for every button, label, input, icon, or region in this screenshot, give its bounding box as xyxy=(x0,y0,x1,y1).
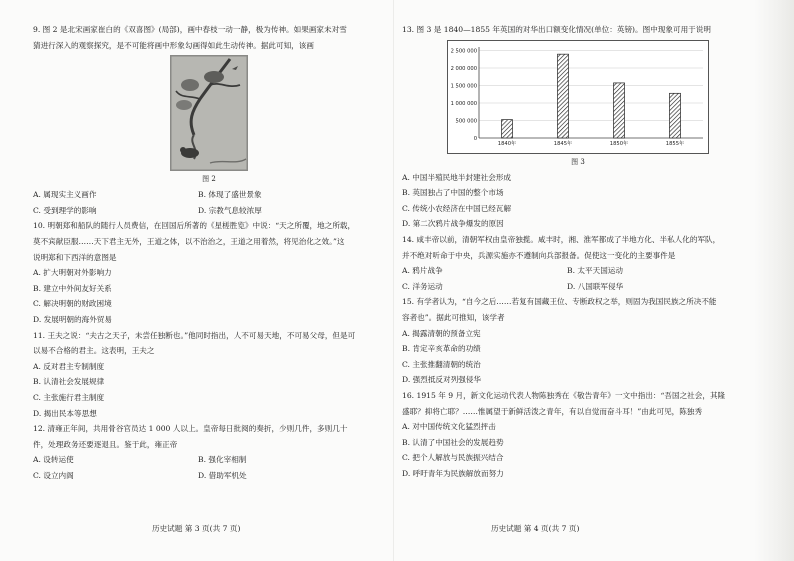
question-10-stem-line-3: 说明郑和下西洋的意图是 xyxy=(33,252,117,262)
option-c: C. 解决明朝的财政困境 xyxy=(33,299,112,309)
figure-2-painting xyxy=(170,55,248,171)
y-tick-label: 0 xyxy=(473,135,477,142)
question-11-stem-line-2: 以易不合格的君主。这表明，王夫之 xyxy=(33,346,155,356)
option-c: C. 受到理学的影响 xyxy=(33,205,97,215)
option-c: C. 主张施行君主制度 xyxy=(33,392,105,402)
x-tick-label: 1850年 xyxy=(609,140,629,147)
question-16 xyxy=(402,388,754,482)
question-10-stem-line-1: 10. 明朝郑和船队的随行人员费信，在回国后所著的《星槎胜览》中说：“天之所覆，地之所载， xyxy=(33,221,356,231)
question-11 xyxy=(33,328,385,422)
question-9-stem-line-2: 猜进行深入的观察探究，是不可能将画中形象勾画得如此生动传神。据此可知，该画 xyxy=(33,40,314,50)
question-16-options xyxy=(402,419,754,481)
question-11-options xyxy=(33,359,385,421)
page-3 xyxy=(33,22,385,483)
y-tick-label: 2 000 000 xyxy=(450,65,477,72)
question-13-stem-line-1: 13. 图 3 是 1840—1855 年英国的对华出口额变化情况(单位：英镑)。图中现象可用于说明 xyxy=(402,25,711,34)
question-12-options xyxy=(33,452,385,483)
question-15-stem-line-2: 容者也”。据此可推知，该学者 xyxy=(402,312,505,322)
option-d: D. 八国联军侵华 xyxy=(567,281,624,291)
question-13-options xyxy=(402,170,754,232)
question-14-stem-line-2: 并不绝对听命于中央，兵源实施亦不遵制向兵部报备。促使这一变化的主要事件是 xyxy=(402,250,676,260)
page-4 xyxy=(402,22,754,481)
question-9-stem-line-1: 9. 图 2 是北宋画家崔白的《双喜图》(局部)，画中春枝一动一静，极为传神。如果画家未对雪 xyxy=(33,25,347,34)
option-c: C. 传统小农经济在中国已经瓦解 xyxy=(402,203,512,213)
y-tick-label: 2 500 000 xyxy=(450,48,477,55)
option-b: B. 认清了中国社会的发展趋势 xyxy=(402,437,504,447)
option-a: A. 鸦片战争 xyxy=(402,266,443,276)
bar-1840年 xyxy=(502,119,513,137)
figure-3-caption: 图 3 xyxy=(571,157,585,166)
option-c: C. 主张推翻清朝的统治 xyxy=(402,359,481,369)
question-14-stem-line-1: 14. 咸丰帝以前，清朝军权由皇帝独揽。咸丰时，湘、淮军都成了半地方化、半私人化的军队， xyxy=(402,234,721,244)
page-3-footer: 历史试题 第 3 页(共 7 页) xyxy=(152,524,241,533)
option-d: D. 强烈抵反对列强侵华 xyxy=(402,375,481,385)
bar-1850年 xyxy=(614,83,625,138)
question-15-options xyxy=(402,326,754,388)
option-d: D. 发展明朝的海外贸易 xyxy=(33,314,112,324)
option-b: B. 英国独占了中国的整个市场 xyxy=(402,188,504,198)
y-tick-label: 500 000 xyxy=(455,118,477,125)
question-12-stem-line-2: 件，处理政务还要逐退且。鉴于此，雍正帝 xyxy=(33,439,178,449)
option-d: D. 揭出民本等思想 xyxy=(33,408,97,418)
option-b: B. 建立中外间友好关系 xyxy=(33,283,112,293)
option-a: A. 扩大明朝对外影响力 xyxy=(33,268,112,278)
question-10 xyxy=(33,218,385,327)
question-15 xyxy=(402,294,754,388)
question-12 xyxy=(33,421,385,483)
question-15-stem-line-1: 15. 有学者认为，“自今之后……若复有国藏王位、专断政权之举，则固为我国民族之所决不能 xyxy=(402,297,717,307)
question-16-stem-line-2: 盛耶？抑将亡耶？……惟属望于新鲜活泼之青年，有以自觉而奋斗耳！”由此可见，陈独秀 xyxy=(402,406,703,416)
bar-1855年 xyxy=(670,93,681,138)
option-b: B. 强化宰相制 xyxy=(198,455,247,465)
x-tick-label: 1845年 xyxy=(553,140,573,147)
question-10-options xyxy=(33,265,385,327)
option-a: A. 中国半殖民地半封建社会形成 xyxy=(402,172,512,182)
option-c: C. 洋务运动 xyxy=(402,281,443,291)
scanner-edge-shadow xyxy=(754,0,794,561)
option-a: A. 反对君主专制制度 xyxy=(33,361,105,371)
page-fold xyxy=(393,0,394,561)
figure-2-caption: 图 2 xyxy=(202,175,216,184)
question-13 xyxy=(402,22,754,232)
question-11-stem-line-1: 11. 王夫之说：“夫古之天子，未尝任独断也。”他同时指出，人不可易天地，不可易父母，但是可 xyxy=(33,330,356,340)
option-d: D. 呼吁青年为民族解放而努力 xyxy=(402,468,504,478)
option-d: D. 宗教气息较浓厚 xyxy=(198,205,262,215)
question-14-options xyxy=(402,263,754,294)
y-tick-label: 1 500 000 xyxy=(450,83,477,90)
option-c: C. 把个人解放与民族振兴结合 xyxy=(402,453,504,463)
option-d: D. 借助军机处 xyxy=(198,470,247,480)
x-tick-label: 1855年 xyxy=(665,140,685,147)
figure-3-bar-chart xyxy=(447,40,709,154)
question-10-stem-line-2: 莫不宾献臣服……天下君主无外，王道之体，以不治治之，王道之用着然，将见治化之效。”这 xyxy=(33,236,345,246)
option-a: A. 对中国传统文化猛烈抨击 xyxy=(402,422,496,432)
question-14 xyxy=(402,232,754,294)
option-b: B. 认清社会发展规律 xyxy=(33,377,105,387)
question-9-options xyxy=(33,187,385,218)
option-d: D. 第二次鸦片战争爆发的原因 xyxy=(402,219,504,229)
y-tick-label: 1 000 000 xyxy=(450,100,477,107)
option-a: A. 属现实主义画作 xyxy=(33,190,97,200)
option-b: B. 肯定辛亥革命的功绩 xyxy=(402,344,481,354)
option-a: A. 揭露清朝的预备立宪 xyxy=(402,328,481,338)
question-9 xyxy=(33,22,385,218)
question-16-stem-line-1: 16. 1915 年 9 月，新文化运动代表人物陈独秀在《敬告青年》一文中指出：“吾国之社会，其隆 xyxy=(402,390,726,400)
option-a: A. 设转运使 xyxy=(33,455,74,465)
question-12-stem-line-1: 12. 清雍正年间，共用骨谷官员达 1 000 人以上。皇帝每日批阅的奏折，少则几件，多则几十 xyxy=(33,424,348,434)
option-c: C. 设立内阁 xyxy=(33,470,74,480)
bar-1845年 xyxy=(558,54,569,138)
page-4-footer: 历史试题 第 4 页(共 7 页) xyxy=(491,524,580,533)
option-b: B. 体现了盛世景象 xyxy=(198,190,262,200)
x-tick-label: 1840年 xyxy=(497,140,517,147)
option-b: B. 太平天国运动 xyxy=(567,266,623,276)
